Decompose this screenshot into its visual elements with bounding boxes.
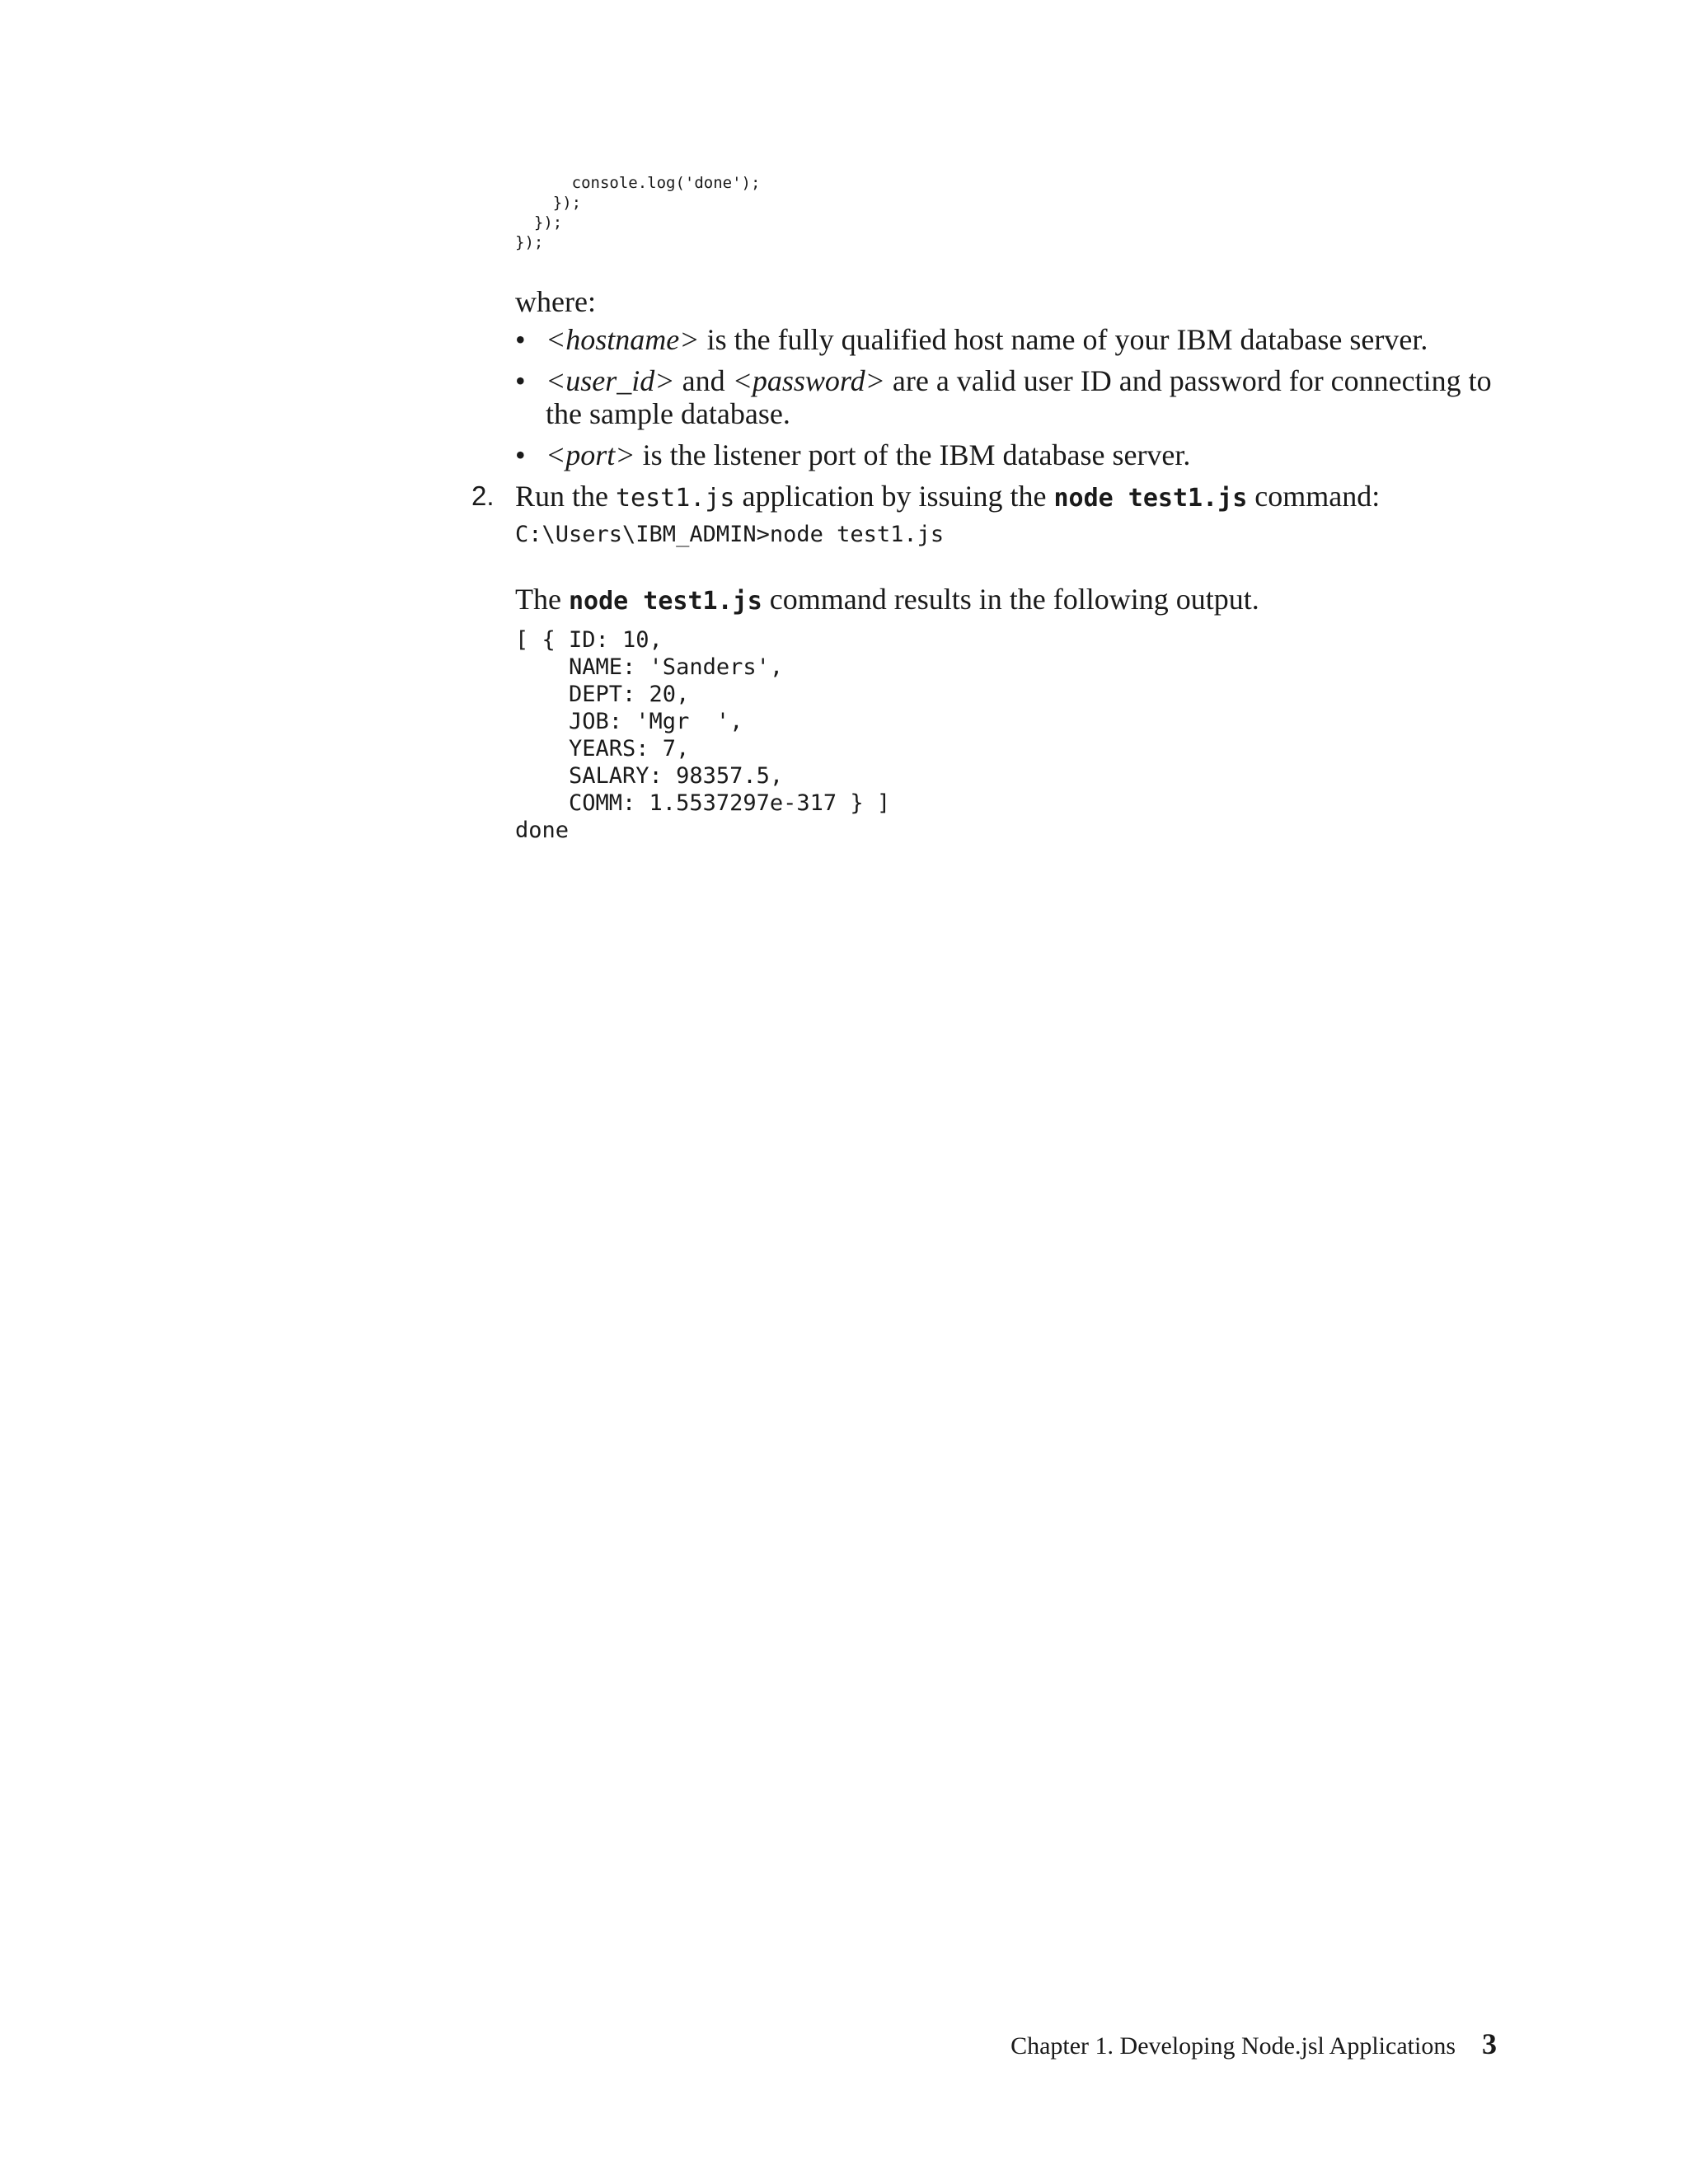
output-intro-suffix: command results in the following output. <box>762 583 1259 616</box>
list-item <box>515 438 1504 471</box>
list-item-text: is the fully qualified host name of your IBM database server. <box>699 323 1428 356</box>
step-suffix: command: <box>1247 480 1381 513</box>
parameter-list <box>515 323 1504 480</box>
param-port: <port> <box>546 438 635 471</box>
where-label: where: <box>515 285 596 318</box>
output-block: [ { ID: 10, NAME: 'Sanders', DEPT: 20, JOB: 'Mgr ', YEARS: 7, SALARY: 98357.5, COMM: 1.5537297e-317 } ] done <box>515 627 891 843</box>
step-file: test1.js <box>616 484 735 513</box>
list-item-text: and <box>674 364 733 397</box>
list-item <box>515 323 1504 356</box>
page-number: 3 <box>1482 2027 1497 2060</box>
step-number: 2. <box>471 480 495 511</box>
param-password: <password> <box>732 364 885 397</box>
list-item-text: are a valid user ID and password for connecting to the sample database. <box>546 364 1492 430</box>
step-middle: application by issuing the <box>734 480 1054 513</box>
footer-chapter: Chapter 1. Developing Node.jsl Applications <box>1010 2032 1456 2060</box>
step-text <box>515 478 1380 517</box>
bullet-icon: • <box>515 364 526 397</box>
step-command: node test1.js <box>1053 484 1248 513</box>
output-intro-command: node test1.js <box>568 587 762 616</box>
page-footer <box>1010 2027 1497 2063</box>
bullet-icon: • <box>515 438 526 471</box>
command-line: C:\Users\IBM_ADMIN>node test1.js <box>515 522 945 547</box>
list-item <box>515 364 1504 430</box>
output-intro-prefix: The <box>515 583 569 616</box>
output-intro <box>515 581 1259 620</box>
bullet-icon: • <box>515 323 526 356</box>
param-user-id: <user_id> <box>546 364 675 397</box>
code-snippet-end: console.log('done'); }); }); }); <box>515 174 761 251</box>
step-prefix: Run the <box>515 480 616 513</box>
list-item-text: is the listener port of the IBM database server. <box>635 438 1191 471</box>
param-hostname: <hostname> <box>546 323 700 356</box>
